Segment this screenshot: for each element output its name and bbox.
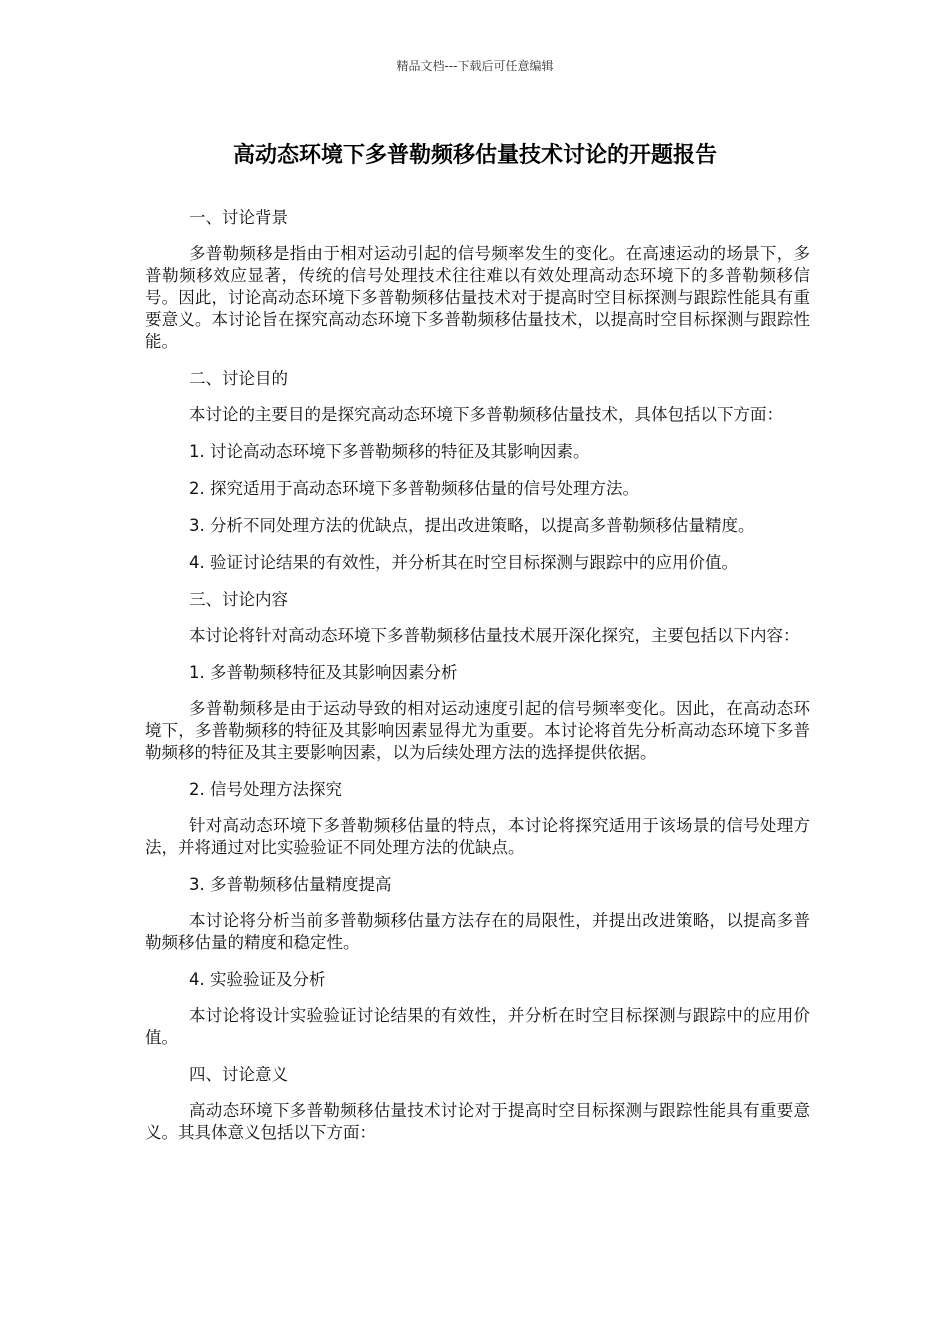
- paragraph-experiment: 本讨论将设计实验验证讨论结果的有效性，并分析在时空目标探测与跟踪中的应用价值。: [145, 1006, 810, 1047]
- document-body: [145, 207, 810, 1159]
- purpose-item-2: 2. 探究适用于高动态环境下多普勒频移估量的信号处理方法。: [189, 479, 639, 498]
- paragraph-purpose-intro: 本讨论的主要目的是探究高动态环境下多普勒频移估量技术，具体包括以下方面：: [189, 405, 783, 424]
- subheading-signal-processing: 2. 信号处理方法探究: [189, 780, 342, 799]
- paragraph-background: 多普勒频移是指由于相对运动引起的信号频率发生的变化。在高速运动的场景下，多普勒频移效应显著，传统的信号处理技术往往难以有效处理高动态环境下的多普勒频移信号。因此，讨论高动态环境下多普勒频移估量技术对于提高时空目标探测与跟踪性能具有重要意义。本讨论旨在探究高动态环境下多普勒频移估量技术，以提高时空目标探测与跟踪性能。: [145, 244, 810, 351]
- purpose-item-1: 1. 讨论高动态环境下多普勒频移的特征及其影响因素。: [189, 442, 590, 461]
- section-heading-background: 一、讨论背景: [189, 208, 288, 227]
- paragraph-significance: 高动态环境下多普勒频移估量技术讨论对于提高时空目标探测与跟踪性能具有重要意义。其具体意义包括以下方面：: [145, 1101, 810, 1142]
- section-heading-significance: 四、讨论意义: [189, 1065, 288, 1084]
- purpose-item-3: 3. 分析不同处理方法的优缺点，提出改进策略，以提高多普勒频移估量精度。: [189, 516, 755, 535]
- paragraph-content-intro: 本讨论将针对高动态环境下多普勒频移估量技术展开深化探究，主要包括以下内容：: [189, 626, 800, 645]
- subheading-accuracy: 3. 多普勒频移估量精度提高: [189, 875, 392, 894]
- subheading-experiment: 4. 实验验证及分析: [189, 970, 326, 989]
- document-title: 高动态环境下多普勒频移估量技术讨论的开题报告: [232, 143, 717, 168]
- section-heading-content: 三、讨论内容: [189, 590, 288, 609]
- subheading-doppler-features: 1. 多普勒频移特征及其影响因素分析: [189, 663, 458, 682]
- paragraph-signal-processing: 针对高动态环境下多普勒频移估量的特点，本讨论将探究适用于该场景的信号处理方法，并将通过对比实验验证不同处理方法的优缺点。: [145, 816, 810, 857]
- purpose-item-4: 4. 验证讨论结果的有效性，并分析其在时空目标探测与跟踪中的应用价值。: [189, 553, 738, 572]
- paragraph-accuracy: 本讨论将分析当前多普勒频移估量方法存在的局限性，并提出改进策略，以提高多普勒频移估量的精度和稳定性。: [145, 911, 810, 952]
- page-header: 精品文档---下载后可任意编辑: [396, 59, 554, 73]
- paragraph-doppler-features: 多普勒频移是由于运动导致的相对运动速度引起的信号频率变化。因此，在高动态环境下，多普勒频移的特征及其影响因素显得尤为重要。本讨论将首先分析高动态环境下多普勒频移的特征及其主要影响因素，以为后续处理方法的选择提供依据。: [145, 699, 810, 762]
- section-heading-purpose: 二、讨论目的: [189, 369, 288, 388]
